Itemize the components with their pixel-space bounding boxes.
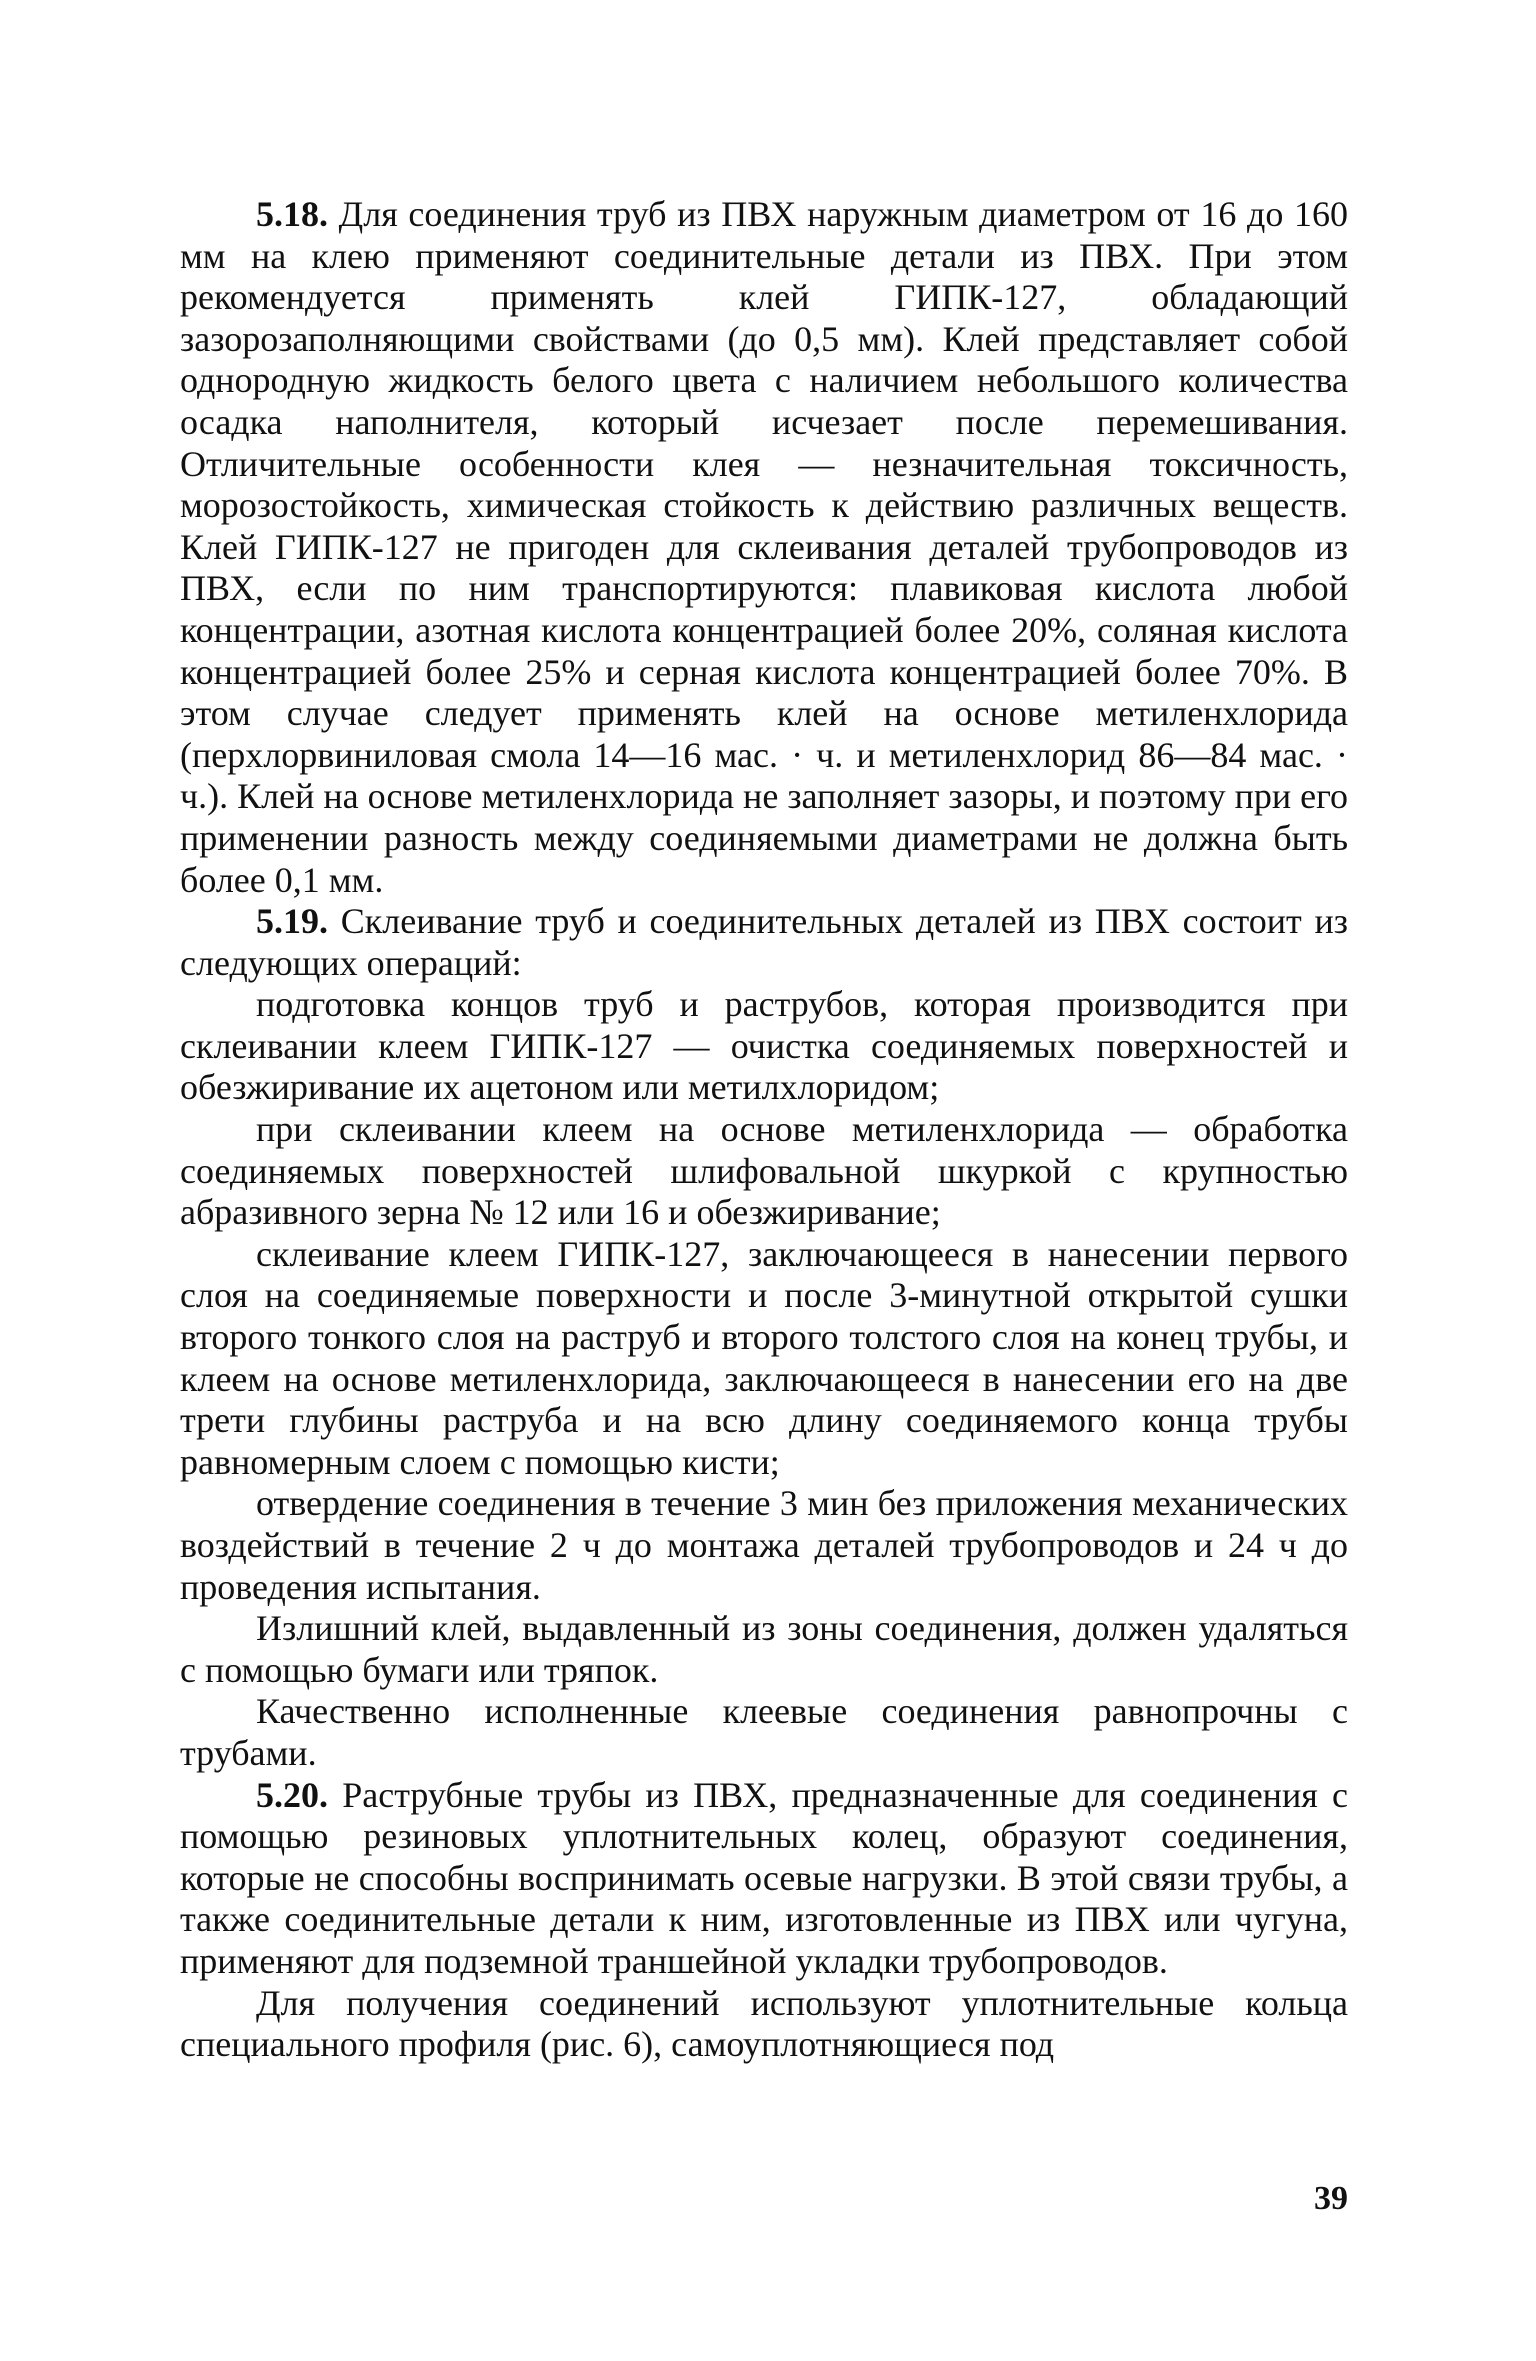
clause-number: 5.20.	[256, 1774, 328, 1815]
list-item-methylene-chloride-treatment	[180, 1109, 1348, 1234]
paragraph-sealing-rings	[180, 1983, 1348, 2066]
paragraph-5-20	[180, 1775, 1348, 1983]
paragraph-text: отвердение соединения в течение 3 мин без приложения механических воздействий в течение 2 ч до монтажа деталей трубопроводов и 24 ч до проведения испытания.	[180, 1483, 1348, 1607]
page-number: 39	[1314, 2180, 1348, 2217]
paragraph-text: Излишний клей, выдавленный из зоны соединения, должен удаляться с помощью бумаги или тряпок.	[180, 1608, 1348, 1690]
paragraph-5-18	[180, 194, 1348, 901]
paragraph-text: Склеивание труб и соединительных деталей из ПВХ состоит из следующих операций:	[180, 901, 1348, 983]
paragraph-text: Раструбные трубы из ПВХ, предназначенные для соединения с помощью резиновых уплотнительных колец, образуют соединения, которые не способны воспринимать осевые нагрузки. В этой связи трубы, а также соединительные детали к ним, изготовленные из ПВХ или чугуна, применяют для подземной траншейной укладки трубопроводов.	[180, 1774, 1348, 1981]
paragraph-excess-glue	[180, 1608, 1348, 1691]
paragraph-text: Для соединения труб из ПВХ наружным диаметром от 16 до 160 мм на клею применяют соединительные детали из ПВХ. При этом рекомендуется применять клей ГИПК-127, обладающий зазорозаполняющими свойствами (до 0,5 мм). Клей представляет собой однородную жидкость белого цвета с наличием небольшого количества осадка наполнителя, который исчезает после перемешивания. Отличительные особенности клея — незначительная токсичность, морозостойкость, химическая стойкость к действию различных веществ. Клей ГИПК-127 не пригоден для склеивания деталей трубопроводов из ПВХ, если по ним транспортируются: плавиковая кислота любой концентрации, азотная кислота концентрацией более 20%, соляная кислота концентрацией более 25% и серная кислота концентрацией более 70%. В этом случае следует применять клей на основе метиленхлорида (перхлорвиниловая смола 14—16 мас. · ч. и метиленхлорид 86—84 мас. · ч.). Клей на основе метиленхлорида не заполняет зазоры, и поэтому при его применении разность между соединяемыми диаметрами не должна быть более 0,1 мм.	[180, 194, 1348, 900]
clause-number: 5.19.	[256, 901, 328, 942]
paragraph-text: склеивание клеем ГИПК-127, заключающееся в нанесении первого слоя на соединяемые поверхности и после 3-минутной открытой сушки второго тонкого слоя на раструб и второго толстого слоя на конец трубы, и клеем на основе метиленхлорида, заключающееся в нанесении его на две трети глубины раструба и на всю длину соединяемого конца трубы равномерным слоем с помощью кисти;	[180, 1233, 1348, 1482]
clause-number: 5.18.	[256, 194, 328, 234]
body-text	[180, 194, 1348, 2066]
paragraph-text: Для получения соединений используют уплотнительные кольца специального профиля (рис. 6), самоуплотняющиеся под	[180, 1982, 1348, 2065]
list-item-curing	[180, 1483, 1348, 1608]
paragraph-5-19	[180, 901, 1348, 984]
paragraph-text: подготовка концов труб и раструбов, которая производится при склеивании клеем ГИПК-127 — очистка соединяемых поверхностей и обезжиривание их ацетоном или метилхлоридом;	[180, 984, 1348, 1108]
paragraph-text: при склеивании клеем на основе метиленхлорида — обработка соединяемых поверхностей шлифовальной шкуркой с крупностью абразивного зерна № 12 или 16 и обезжиривание;	[180, 1109, 1348, 1233]
paragraph-joint-strength	[180, 1691, 1348, 1774]
list-item-gluing	[180, 1234, 1348, 1484]
list-item-preparation	[180, 984, 1348, 1109]
paragraph-text: Качественно исполненные клеевые соединения равнопрочны с трубами.	[180, 1691, 1348, 1773]
